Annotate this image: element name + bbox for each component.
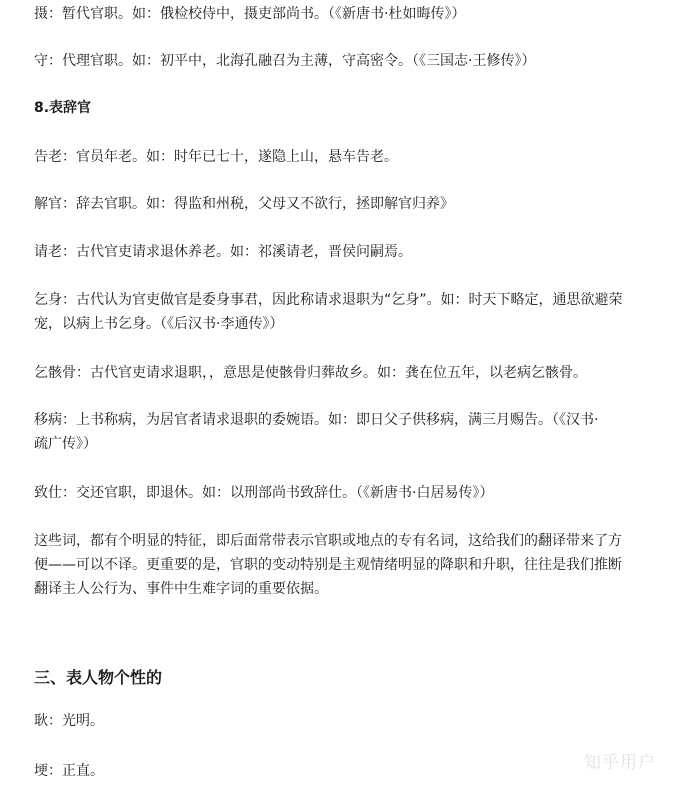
paragraph-line: 乞身：古代认为官吏做官是委身事君，因此称请求退职为“乞身”。如：时天下略定，通思欲避荣	[34, 292, 623, 308]
section-heading-personality: 三、表人物个性的	[34, 668, 163, 687]
paragraph-line: 便——可以不译。更重要的是，官职的变动特别是主观情绪明显的降职和升职，往往是我们推断	[34, 557, 622, 573]
paragraph-line: 翻译主人公行为、事件中生难字词的重要依据。	[34, 581, 328, 597]
paragraph-geng: 耿：光明。	[34, 713, 104, 729]
paragraph-yibing	[34, 408, 654, 456]
paragraph-qihaigu: 乞骸骨：古代官吏请求退职，，意思是使骸骨归葬故乡。如：龚在位五年，以老病乞骸骨。	[34, 365, 587, 381]
paragraph-jieguan: 解官：辞去官职。如：得监和州税，父母又不欲行，拯即解官归养》	[34, 196, 454, 212]
paragraph-she: 摄：暂代官职。如：俄检校侍中，摄吏部尚书。（《新唐书·杜如晦传》）	[34, 6, 466, 22]
paragraph-gaolao: 告老：官员年老。如：时年已七十，遂隐上山，悬车告老。	[34, 149, 398, 165]
paragraph-geng2: 埂：正直。	[34, 763, 104, 779]
paragraph-line: 宠，以病上书乞身。（《后汉书·李通传》）	[34, 316, 284, 332]
paragraph-line: 移病：上书称病，为居官者请求退职的委婉语。如：即日父子供移病，满三月赐告。（《汉书·	[34, 412, 599, 428]
section-heading-resign: 8.表辞官	[34, 100, 92, 116]
paragraph-line: 这些词，都有个明显的特征，即后面常带表示官职或地点的专有名词，这给我们的翻译带来了方	[34, 533, 622, 549]
paragraph-summary	[34, 529, 654, 601]
paragraph-zhishi: 致仕：交还官职，即退休。如：以刑部尚书致辞仕。（《新唐书·白居易传》）	[34, 485, 494, 501]
paragraph-shou: 守：代理官职。如：初平中，北海孔融召为主薄，守高密令。（《三国志·王修传》）	[34, 53, 536, 69]
paragraph-qishen	[34, 288, 654, 336]
watermark-logo: 知乎用户	[584, 753, 656, 773]
paragraph-qinglao: 请老：古代官吏请求退休养老。如：祁溪请老，晋侯问嗣焉。	[34, 244, 412, 260]
paragraph-line: 疏广传》）	[34, 436, 97, 452]
